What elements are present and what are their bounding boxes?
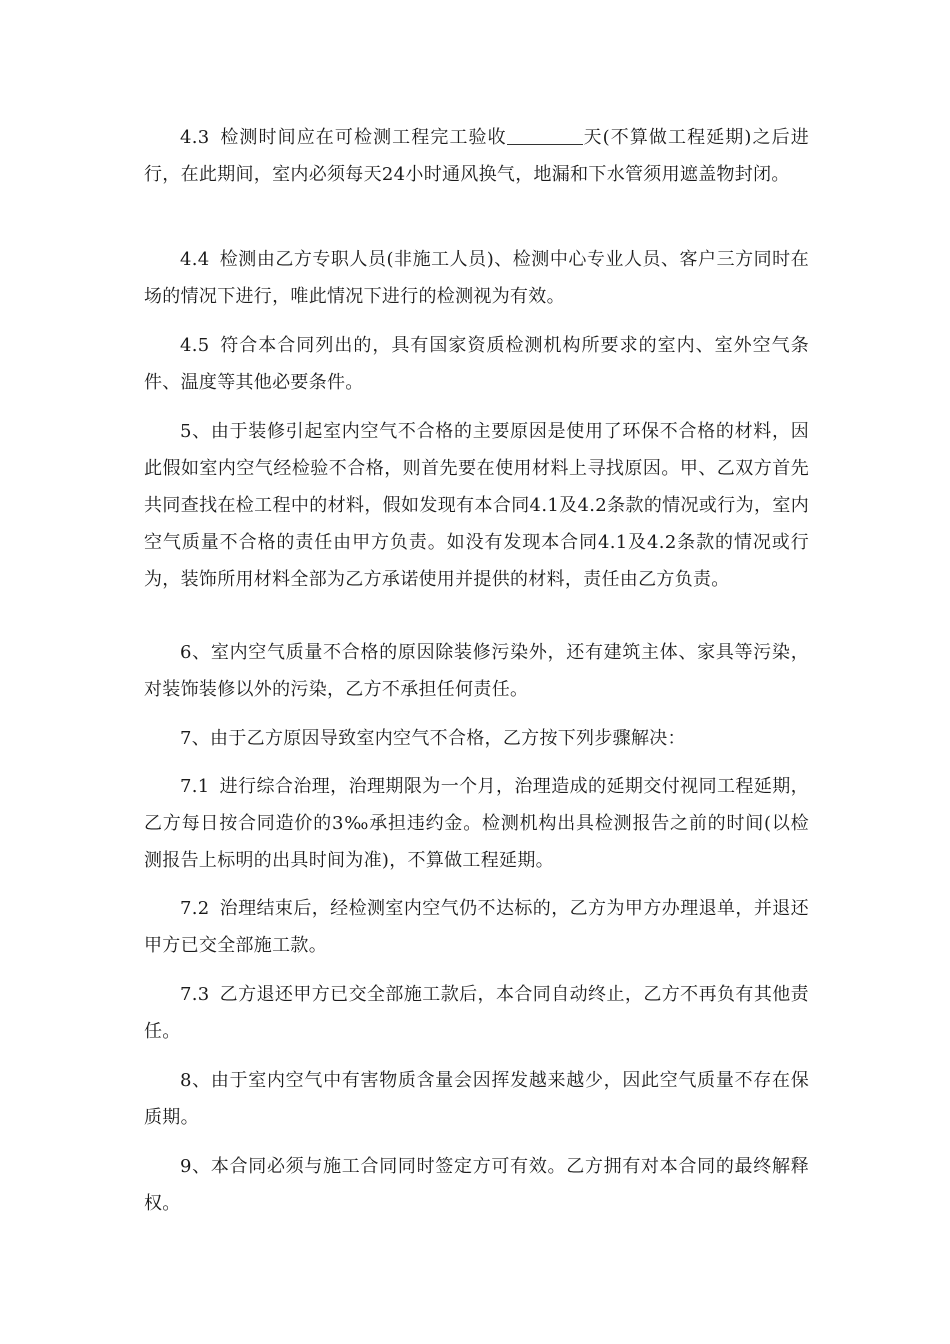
clause-7-1	[144, 768, 809, 879]
clause-text: 8、由于室内空气中有害物质含量会因挥发越来越少，因此空气质量不存在保质期。	[144, 1070, 809, 1128]
clause-4-5	[144, 327, 809, 401]
clause-text: 治理结束后，经检测室内空气仍不达标的，乙方为甲方办理退单，并退还甲方已交全部施工款。	[144, 898, 809, 956]
clause-7	[144, 720, 809, 757]
clause-4-3	[144, 119, 809, 193]
clause-text: 乙方退还甲方已交全部施工款后，本合同自动终止，乙方不再负有其他责任。	[144, 984, 809, 1042]
clause-text: 5、由于装修引起室内空气不合格的主要原因是使用了环保不合格的材料，因此假如室内空气经检验不合格，则首先要在使用材料上寻找原因。甲、乙双方首先共同查找在检工程中的材料，假如发现有本合同4.1及4.2条款的情况或行为，室内空气质量不合格的责任由甲方负责。如没有发现本合同4.1及4.2条款的情况或行为，装饰所用材料全部为乙方承诺使用并提供的材料，责任由乙方负责。	[144, 421, 809, 590]
clause-text: 进行综合治理，治理期限为一个月，治理造成的延期交付视同工程延期，乙方每日按合同造价的3‰承担违约金。检测机构出具检测报告之前的时间(以检测报告上标明的出具时间为准)，不算做工程延期。	[144, 776, 809, 871]
clause-text: 天(不算做工程延期)之后进行，在此期间，室内必须每天24小时通风换气，地漏和下水管须用遮盖物封闭。	[144, 127, 809, 185]
clause-number: 4.4	[180, 249, 210, 270]
clause-number: 4.3	[180, 127, 210, 148]
clause-text: 符合本合同列出的，具有国家资质检测机构所要求的室内、室外空气条件、温度等其他必要条件。	[144, 335, 809, 393]
clause-text: 7、由于乙方原因导致室内空气不合格，乙方按下列步骤解决：	[180, 728, 686, 749]
clause-text: 检测由乙方专职人员(非施工人员)、检测中心专业人员、客户三方同时在场的情况下进行，唯此情况下进行的检测视为有效。	[144, 249, 809, 307]
clause-text: 9、本合同必须与施工合同同时签定方可有效。乙方拥有对本合同的最终解释权。	[144, 1156, 809, 1214]
clause-8	[144, 1062, 809, 1136]
clause-number: 7.3	[180, 984, 210, 1005]
clause-number: 7.2	[180, 898, 210, 919]
clause-text: 检测时间应在可检测工程完工验收	[219, 127, 507, 148]
fill-in-blank[interactable]	[507, 126, 583, 145]
clause-number: 7.1	[180, 776, 210, 797]
clause-text: 6、室内空气质量不合格的原因除装修污染外，还有建筑主体、家具等污染，对装饰装修以外的污染，乙方不承担任何责任。	[144, 642, 809, 700]
clause-7-2	[144, 890, 809, 964]
clause-9	[144, 1148, 809, 1222]
clause-4-4	[144, 241, 809, 315]
clause-6	[144, 634, 809, 708]
clause-5	[144, 413, 809, 598]
clause-7-3	[144, 976, 809, 1050]
clause-number: 4.5	[180, 335, 210, 356]
